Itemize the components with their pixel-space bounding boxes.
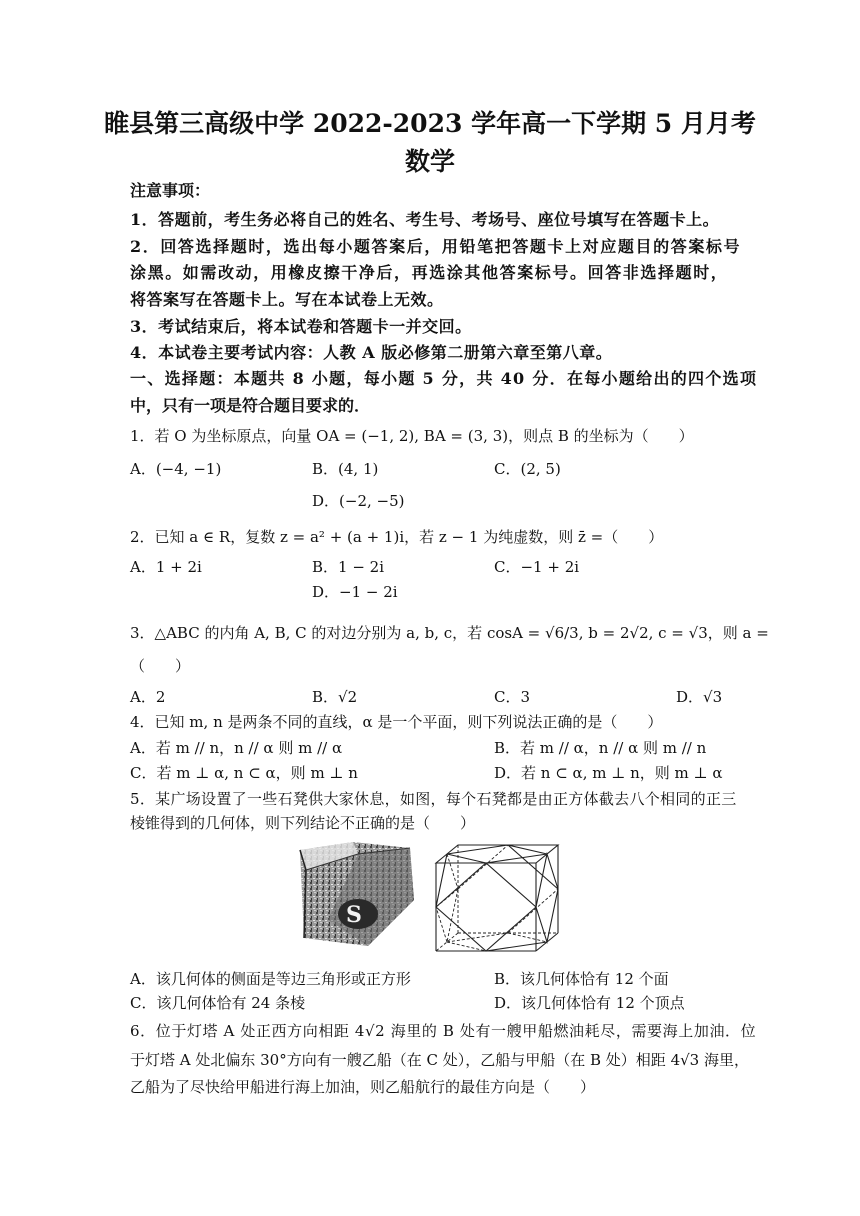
page-title: 睢县第三高级中学 2022-2023 学年高一下学期 5 月月考 [104,109,756,138]
question-5-stem-line2: 棱锥得到的几何体，则下列结论不正确的是（ ） [130,814,476,832]
q2-option-a: A．1 + 2i [130,558,202,576]
note-4: 4．本试卷主要考试内容：人教 A 版必修第二册第六章至第八章。 [130,343,613,362]
q1-option-c: C．(2, 5) [494,460,561,478]
q2-option-c: C．−1 + 2i [494,558,580,576]
question-3-stem: 3．△ABC 的内角 A, B, C 的对边分别为 a, b, c，若 cosA = √6/3, b = 2√2, c = √3，则 a = [130,624,769,642]
q1-option-d: D．(−2, −5) [312,492,405,510]
q5-option-a: A．该几何体的侧面是等边三角形或正方形 [130,970,411,988]
q4-option-c: C．若 m ⊥ α, n ⊂ α，则 m ⊥ n [130,764,358,782]
stone-bench-photo [298,840,416,950]
question-5-stem-line1: 5．某广场设置了一些石凳供大家休息，如图，每个石凳都是由正方体截去八个相同的正三 [130,790,737,808]
q5-option-d: D．该几何体恰有 12 个顶点 [494,994,685,1012]
question-1-stem: 1．若 O 为坐标原点，向量 OA = (−1, 2), BA = (3, 3)，则点 B 的坐标为（ ） [130,427,694,445]
cuboctahedron-figure [432,843,560,953]
note-3: 3．考试结束后，将本试卷和答题卡一并交回。 [130,317,472,336]
q5-option-b: B．该几何体恰有 12 个面 [494,970,669,988]
question-4-stem: 4．已知 m, n 是两条不同的直线，α 是一个平面，则下列说法正确的是（ ） [130,713,663,731]
section-heading-line2: 中，只有一项是符合题目要求的． [130,396,371,415]
question-6-line3: 乙船为了尽快给甲船进行海上加油，则乙船航行的最佳方向是（ ） [130,1078,596,1096]
q3-option-d: D．√3 [676,688,723,706]
q2-option-d: D．−1 − 2i [312,583,398,601]
subject-title: 数学 [404,147,455,176]
note-2a: 2．回答选择题时，选出每小题答案后，用铅笔把答题卡上对应题目的答案标号 [130,237,742,256]
q3-option-c: C．3 [494,688,531,706]
note-2c: 将答案写在答题卡上。写在本试卷上无效。 [130,290,444,309]
note-2b: 涂黑。如需改动，用橡皮擦干净后，再选涂其他答案标号。回答非选择题时， [130,263,729,282]
notes-heading: 注意事项： [130,181,211,200]
q5-option-c: C．该几何体恰有 24 条棱 [130,994,306,1012]
section-heading-line1: 一、选择题：本题共 8 小题，每小题 5 分，共 40 分．在每小题给出的四个选项 [130,369,758,388]
q4-option-d: D．若 n ⊂ α, m ⊥ n，则 m ⊥ α [494,764,723,782]
q3-option-a: A．2 [130,688,166,706]
svg-text:S: S [346,902,362,928]
q2-option-b: B．1 − 2i [312,558,385,576]
q3-option-b: B．√2 [312,688,358,706]
question-6-line2: 于灯塔 A 处北偏东 30°方向有一艘乙船（在 C 处），乙船与甲船（在 B 处）相距 4√3 海里， [130,1051,749,1069]
q4-option-a: A．若 m // n，n // α 则 m // α [130,739,343,757]
q4-option-b: B．若 m // α，n // α 则 m // n [494,739,707,757]
question-2-stem: 2．已知 a ∈ R，复数 z = a² + (a + 1)i，若 z − 1 为纯虚数，则 z̄ =（ ） [130,528,664,546]
q1-option-a: A．(−4, −1) [130,460,222,478]
question-3-paren: （ ） [130,657,191,675]
question-6-line1: 6．位于灯塔 A 处正西方向相距 4√2 海里的 B 处有一艘甲船燃油耗尽，需要海上加油．位 [130,1022,757,1040]
q1-option-b: B．(4, 1) [312,460,379,478]
note-1: 1．答题前，考生务必将自己的姓名、考生号、考场号、座位号填写在答题卡上。 [130,210,720,229]
